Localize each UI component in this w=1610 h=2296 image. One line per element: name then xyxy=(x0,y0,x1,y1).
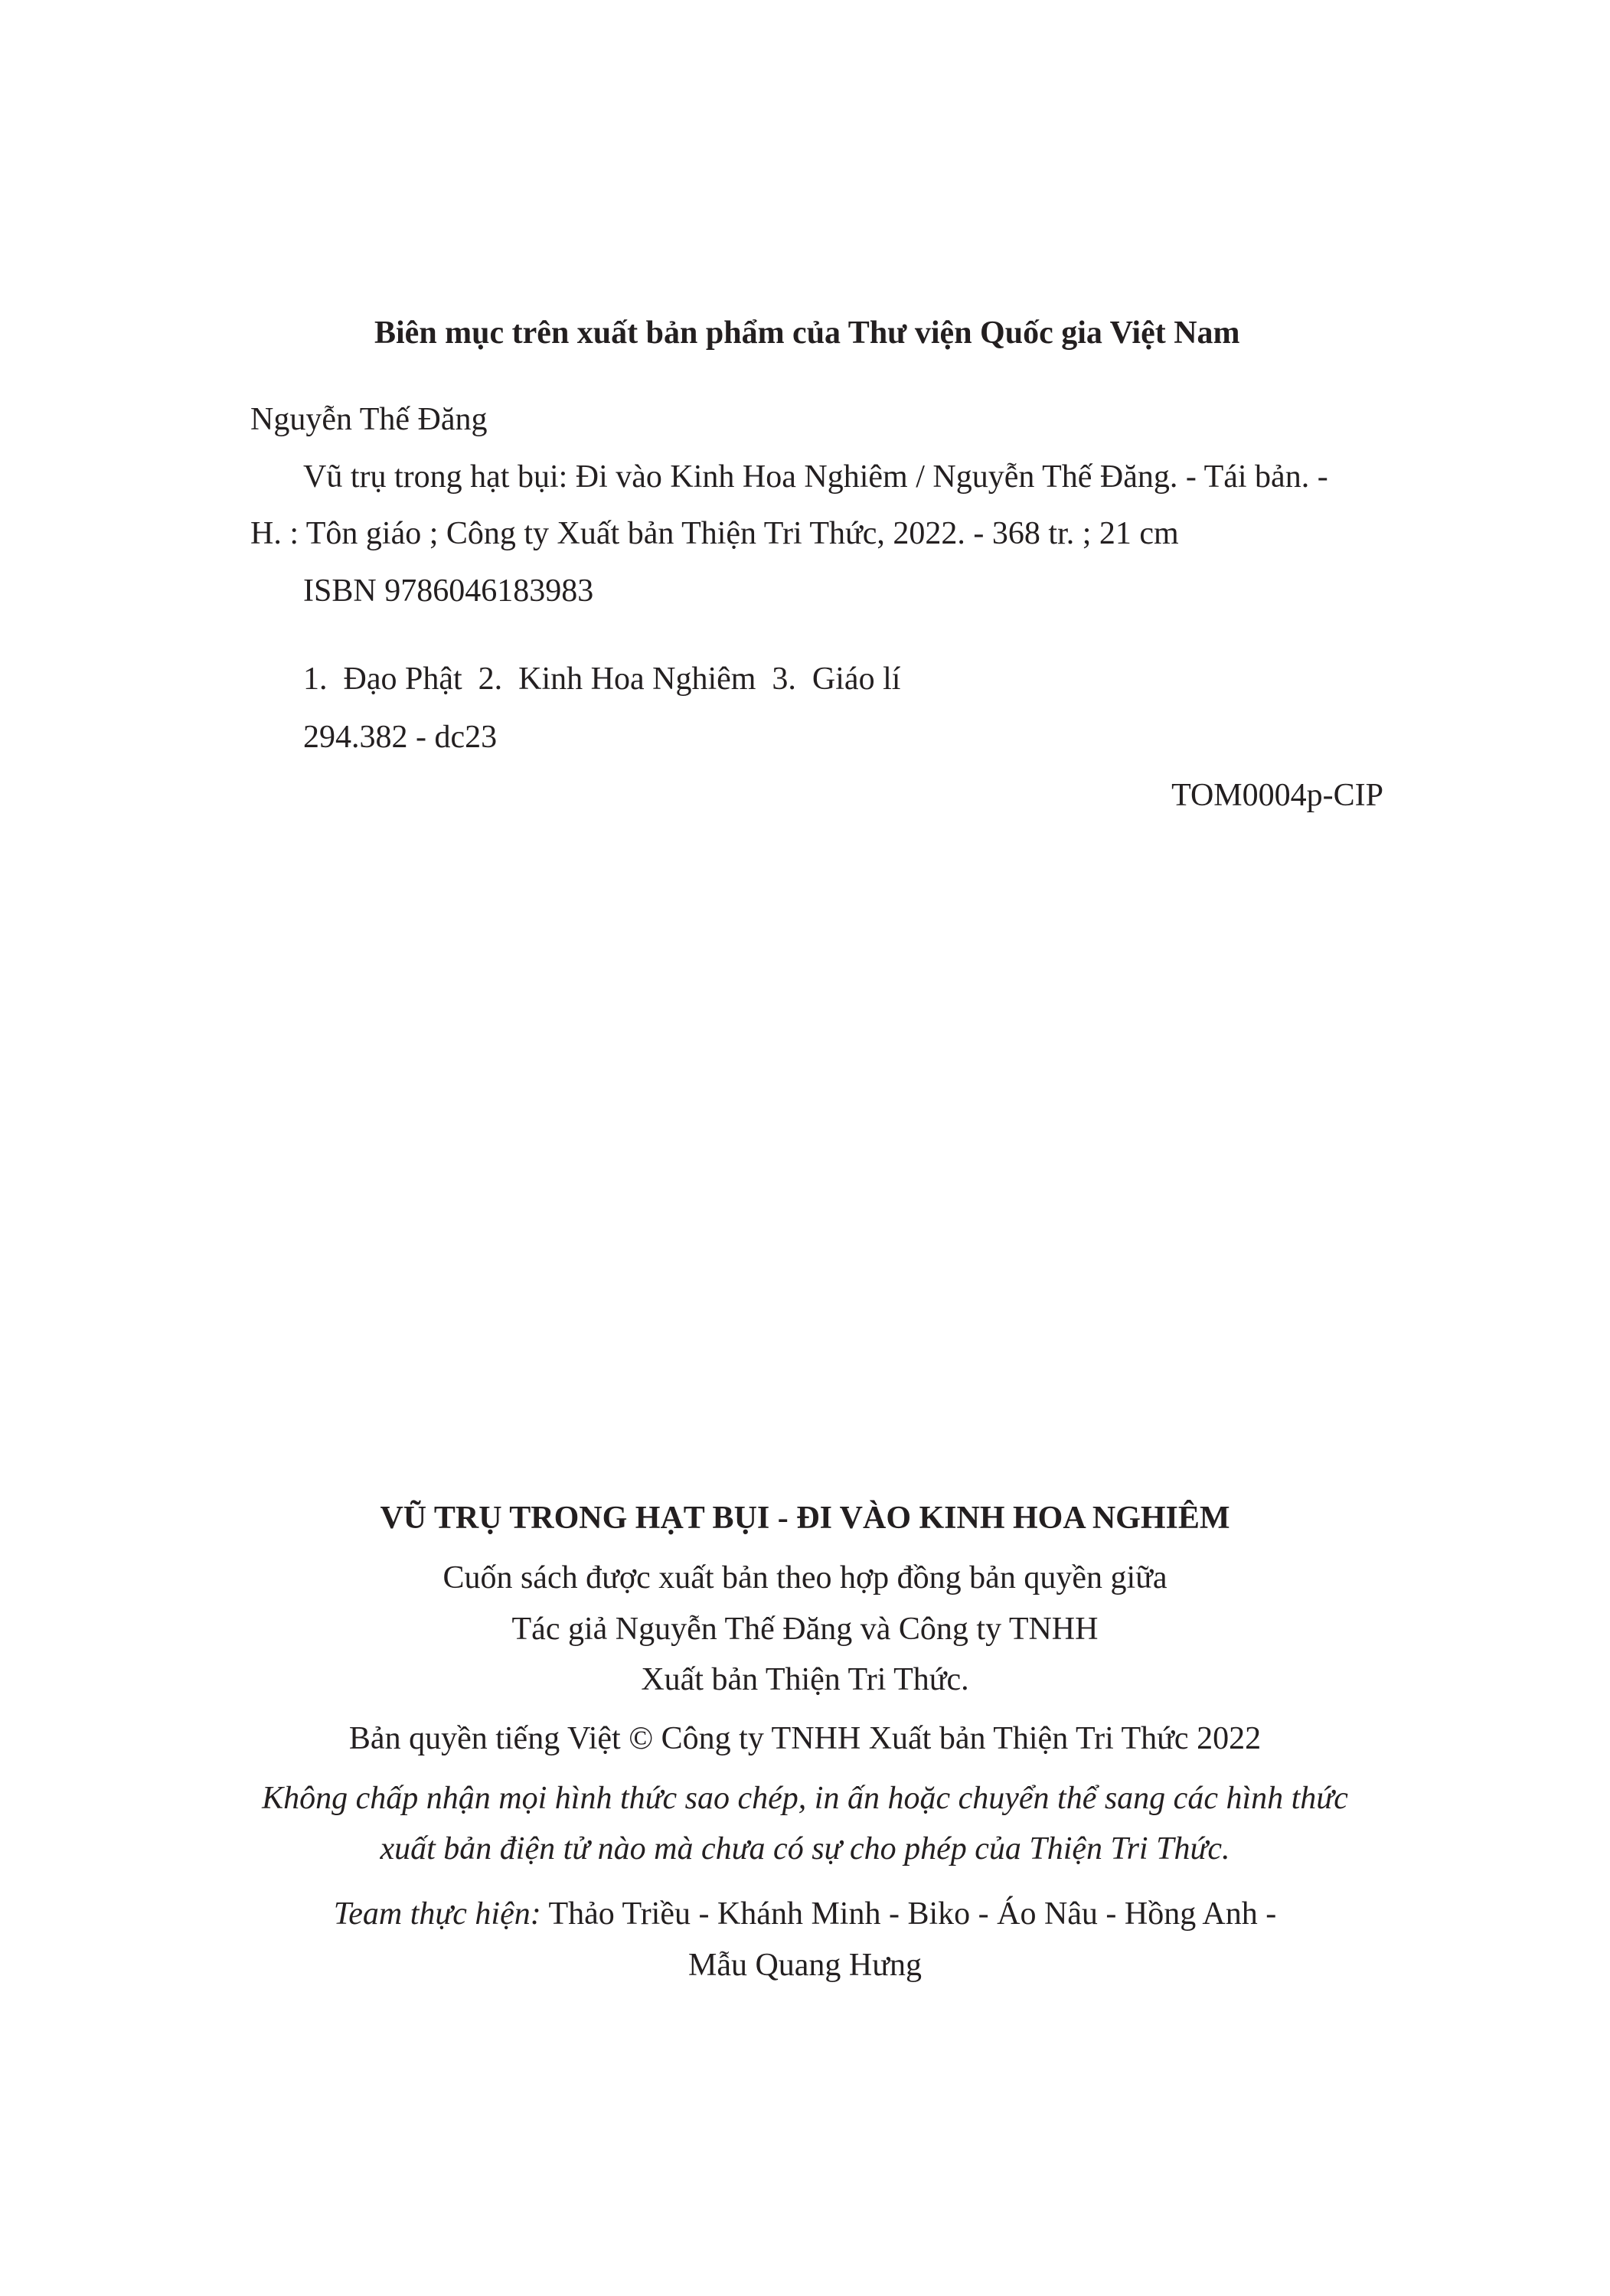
book-title: VŨ TRỤ TRONG HẠT BỤI - ĐI VÀO KINH HOA NGHIÊM xyxy=(380,1501,1230,1536)
cip-ddc: 294.382 - dc23 xyxy=(303,720,498,755)
reproduction-notice-line-2: xuất bản điện tử nào mà chưa có sự cho phép của Thiện Tri Thức. xyxy=(380,1831,1230,1867)
team-members-line-1: Thảo Triều - Khánh Minh - Biko - Áo Nâu - Hồng Anh - xyxy=(540,1896,1277,1932)
cip-isbn: ISBN 9786046183983 xyxy=(303,573,594,609)
reproduction-notice-line-1: Không chấp nhận mọi hình thức sao chép, in ấn hoặc chuyển thể sang các hình thức xyxy=(262,1781,1348,1816)
cip-author: Nguyễn Thế Đăng xyxy=(250,402,488,437)
team-label: Team thực hiện: xyxy=(333,1896,541,1932)
copyright-statement: Bản quyền tiếng Việt © Công ty TNHH Xuất bản Thiện Tri Thức 2022 xyxy=(348,1721,1262,1756)
cip-heading: Biên mục trên xuất bản phẩm của Thư viện Quốc gia Việt Nam xyxy=(374,315,1240,351)
cip-record-code: TOM0004p-CIP xyxy=(1171,778,1383,813)
cip-title-line-1: Vũ trụ trong hạt bụi: Đi vào Kinh Hoa Nghiêm / Nguyễn Thế Đăng. - Tái bản. - xyxy=(303,459,1328,495)
cip-subjects: 1. Đạo Phật 2. Kinh Hoa Nghiêm 3. Giáo lí xyxy=(303,661,901,697)
team-credits-line-1 xyxy=(0,1898,1610,1930)
contract-line-3: Xuất bản Thiện Tri Thức. xyxy=(641,1662,969,1697)
contract-line-2: Tác giả Nguyễn Thế Đăng và Công ty TNHH xyxy=(511,1612,1099,1647)
cip-title-line-2: H. : Tôn giáo ; Công ty Xuất bản Thiện Tri Thức, 2022. - 368 tr. ; 21 cm xyxy=(250,516,1179,551)
contract-line-1: Cuốn sách được xuất bản theo hợp đồng bản quyền giữa xyxy=(443,1560,1167,1595)
team-members-line-2: Mẫu Quang Hưng xyxy=(687,1948,923,1983)
